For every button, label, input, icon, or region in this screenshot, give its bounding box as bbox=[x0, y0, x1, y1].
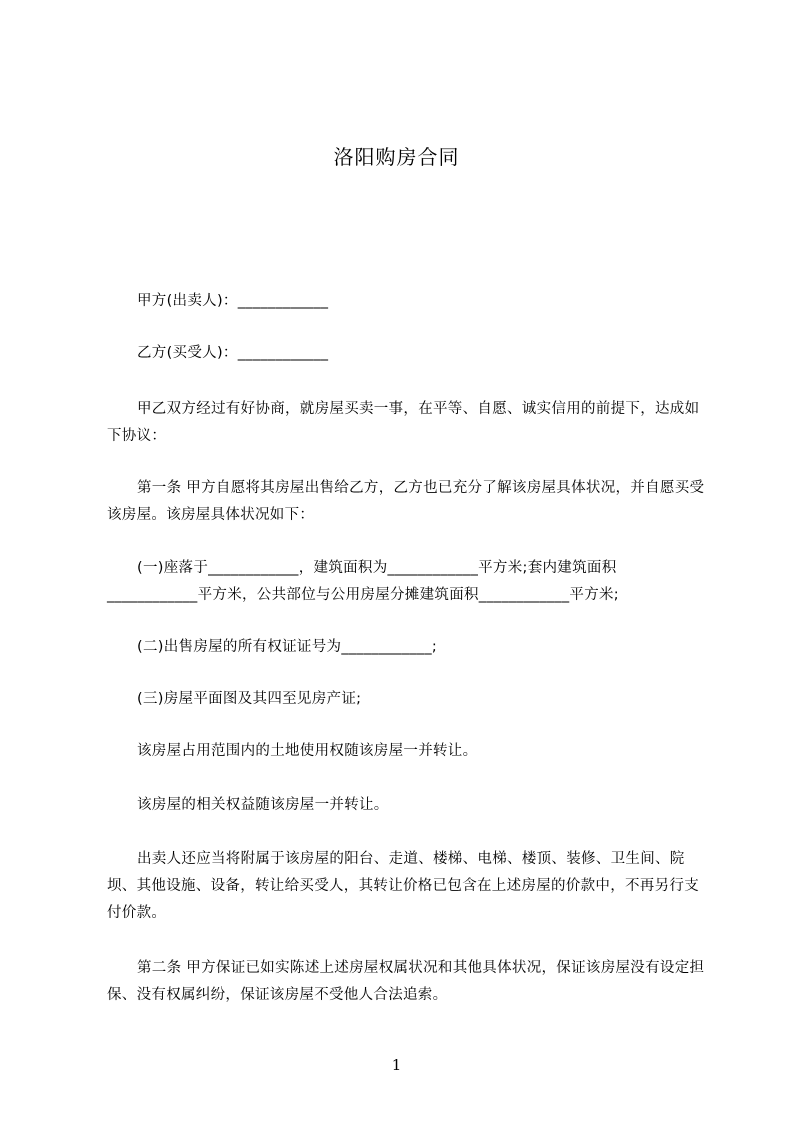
rights-paragraph: 该房屋的相关权益随该房屋一并转让。 bbox=[137, 797, 389, 813]
page-number: 1 bbox=[391, 1056, 402, 1074]
attachments-paragraph: 出卖人还应当将附属于该房屋的阳台、走道、楼梯、电梯、楼顶、装修、卫生间、院坝、其他设施、设备，转让给买受人，其转让价格已包含在上述房屋的价款中，不再另行支付价款。 bbox=[107, 851, 699, 921]
clause-2-paragraph: (二)出售房屋的所有权证证号为____________; bbox=[137, 639, 438, 655]
article-1-paragraph: 第一条 甲方自愿将其房屋出售给乙方，乙方也已充分了解该房屋具体状况，并自愿买受该房屋。该房屋具体状况如下： bbox=[107, 480, 705, 523]
party-a-line: 甲方(出卖人)：____________ bbox=[137, 293, 329, 309]
document-title: 洛阳购房合同 bbox=[333, 145, 460, 169]
article-2-paragraph: 第二条 甲方保证已如实陈述上述房屋权属状况和其他具体状况，保证该房屋没有设定担保、没有权属纠纷，保证该房屋不受他人合法追索。 bbox=[107, 960, 705, 1003]
clause-3-paragraph: (三)房屋平面图及其四至见房产证; bbox=[137, 691, 362, 707]
party-b-line: 乙方(买受人)：____________ bbox=[137, 345, 329, 361]
clause-1-paragraph: (一)座落于____________，建筑面积为____________平方米;套内建筑面积____________平方米，公共部位与公用房屋分摊建筑面积____________平方米; bbox=[107, 560, 619, 603]
land-use-paragraph: 该房屋占用范围内的土地使用权随该房屋一并转让。 bbox=[137, 743, 478, 759]
preamble-paragraph: 甲乙双方经过有好协商，就房屋买卖一事，在平等、自愿、诚实信用的前提下，达成如下协议： bbox=[107, 401, 700, 444]
